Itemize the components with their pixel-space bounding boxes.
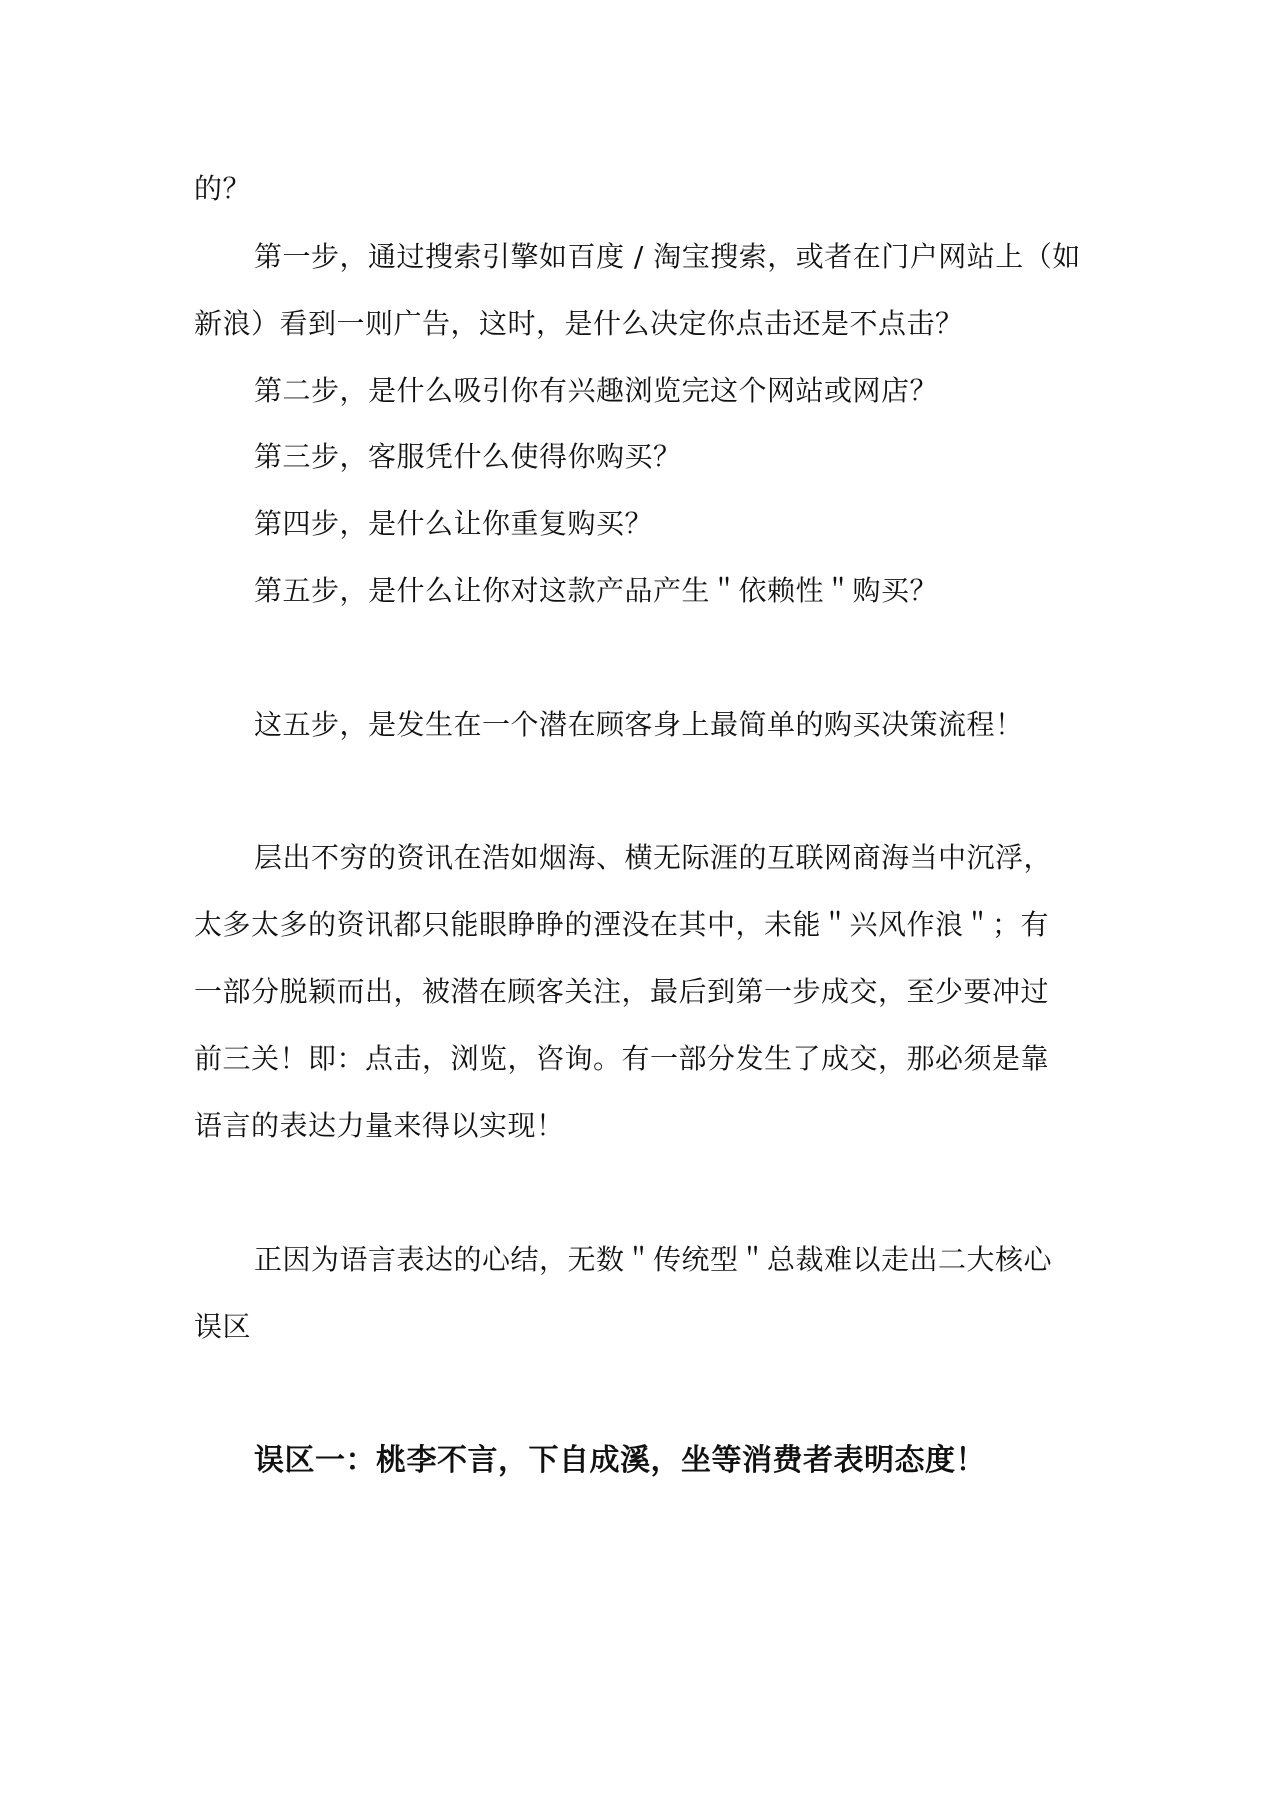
text-line: 第三步，客服凭什么使得你购买？ bbox=[254, 440, 682, 473]
text-line: 语言的表达力量来得以实现！ bbox=[194, 1109, 565, 1142]
text-line: 误区 bbox=[194, 1310, 252, 1343]
text-line: 的？ bbox=[194, 172, 252, 205]
text-line: 第五步，是什么让你对这款产品产生＂依赖性＂购买？ bbox=[254, 574, 939, 607]
text-line: 第四步，是什么让你重复购买？ bbox=[254, 507, 654, 540]
text-line: 一部分脱颖而出，被潜在顾客关注，最后到第一步成交，至少要冲过 bbox=[194, 975, 1050, 1008]
text-line: 这五步，是发生在一个潜在顾客身上最简单的购买决策流程！ bbox=[254, 708, 1024, 741]
text-line: 前三关！即：点击，浏览，咨询。有一部分发生了成交，那必须是靠 bbox=[194, 1042, 1050, 1075]
text-line: 第一步，通过搜索引擎如百度 / 淘宝搜索，或者在门户网站上（如 bbox=[254, 240, 1081, 273]
section-heading: 误区一：桃李不言，下自成溪，坐等消费者表明态度！ bbox=[254, 1443, 986, 1478]
text-line: 层出不穷的资讯在浩如烟海、横无际涯的互联网商海当中沉浮， bbox=[254, 841, 1053, 874]
text-line: 正因为语言表达的心结，无数＂传统型＂总裁难以走出二大核心 bbox=[254, 1243, 1053, 1276]
text-line: 新浪）看到一则广告，这时，是什么决定你点击还是不点击？ bbox=[194, 307, 964, 340]
text-line: 第二步，是什么吸引你有兴趣浏览完这个网站或网店？ bbox=[254, 374, 939, 407]
text-line: 太多太多的资讯都只能眼睁睁的湮没在其中，未能＂兴风作浪＂；有 bbox=[194, 908, 1050, 941]
